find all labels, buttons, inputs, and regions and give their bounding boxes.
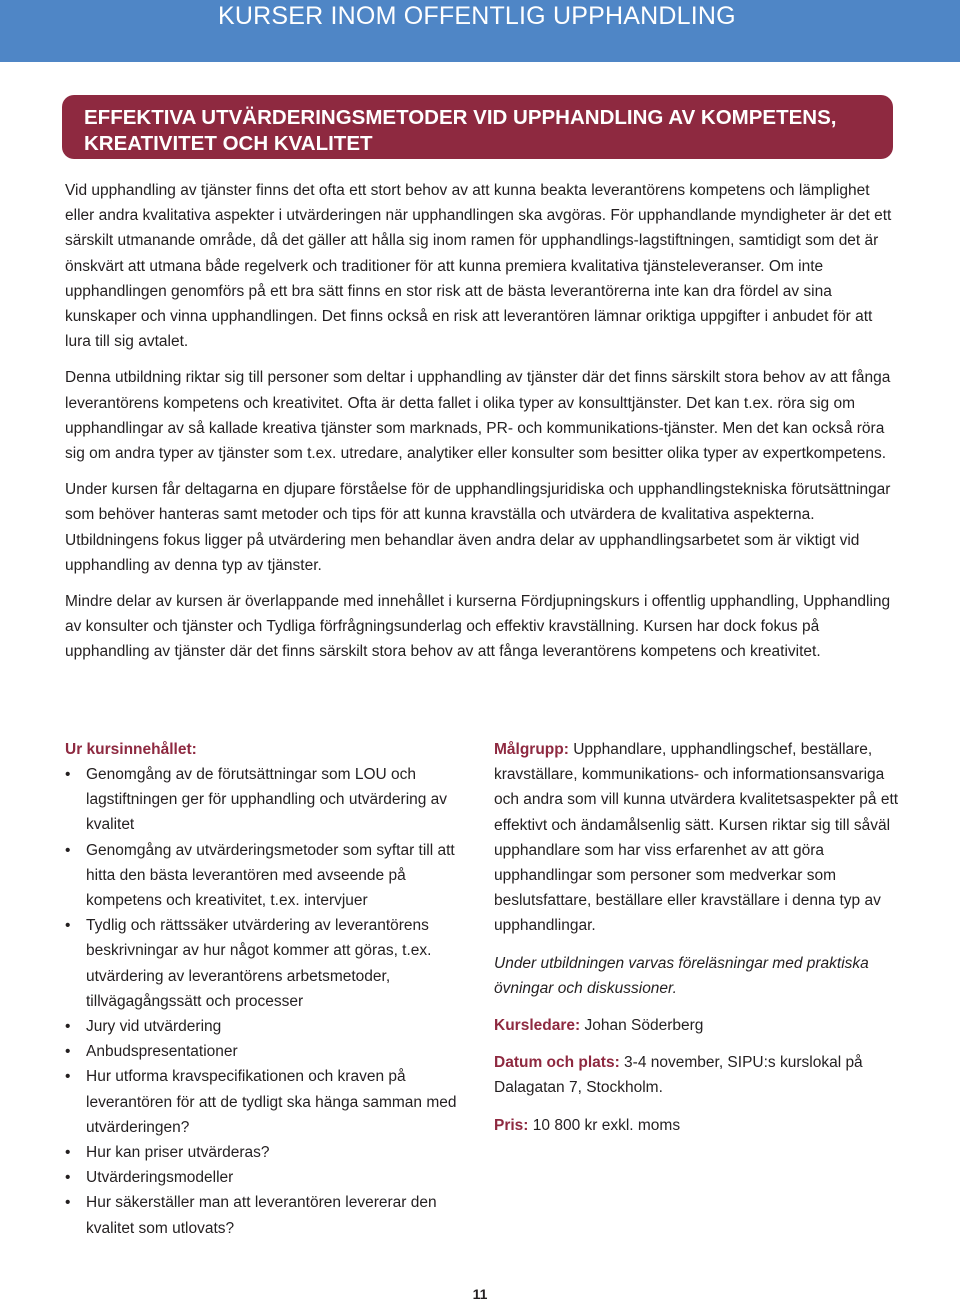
list-item [65, 1039, 475, 1064]
intro-paragraph-4: Mindre delar av kursen är överlappande med innehållet i kurserna Fördjupningskurs i offentlig upphandling, Upphandling av konsulter och tjänster och Tydliga förfrågningsunderlag och effektiv kravställning. Kursen har dock fokus på upphandling av tjänster där det finns särskilt stora behov av att fånga leverantörens kompetens och kreativitet. [65, 593, 891, 661]
price-text: 10 800 kr exkl. moms [528, 1116, 681, 1134]
target-group [494, 737, 899, 939]
date-and-place-label: Datum och plats: [494, 1054, 620, 1072]
list-item-text: Hur kan priser utvärderas? [86, 1144, 270, 1162]
list-item [65, 913, 475, 1014]
bullet-icon: • [65, 1194, 71, 1212]
list-item-text: Genomgång av utvärderingsmetoder som syftar till att hitta den bästa leverantören med avseende på kompetens och kreativitet, t.ex. intervjuer [86, 841, 455, 910]
intro-paragraph-3: Under kursen får deltagarna en djupare förståelse för de upphandlingsjuridiska och upphandlingstekniska förutsättningar som behöver hanteras samt metoder och tips för att kunna kravställa och utvärdera de kvalitativa aspekterna. Utbildningens fokus ligger på utvärdering men behandlar även andra delar av upphandlingsarbetet som är viktigt vid upphandling av denna typ av tjänster. [65, 481, 891, 574]
intro-paragraph-1: Vid upphandling av tjänster finns det ofta ett stort behov av att kunna beakta leverantörens kompetens och lämplighet eller andra kvalitativa aspekter i utvärderingen när upphandlingen ska avgöras. För upphandlande myndigheter är det ett särskilt utmanande område, då det gäller att hålla sig inom ramen för upphandlings-lagstiftningen, samtidigt som det är önskvärt att utmana både regelverk och traditioner för att kunna premiera kvalitativa tjänsteleveranser. Om inte upphandlingen genomförs på ett bra sätt finns en stor risk att de bästa leverantörerna inte kan dra fördel av sina kunskaper och vinna upphandlingen. Det finns också en risk att leverantören lämnar oriktiga uppgifter i anbudet för att lura till sig avtalet. [65, 182, 892, 351]
list-item-text: Jury vid utvärdering [86, 1018, 222, 1036]
price-label: Pris: [494, 1116, 529, 1134]
target-group-text: Upphandlare, upphandlingschef, beställare, kravställare, kommunikations- och informationsansvariga och andra som vill kunna utvärdera kvalitetsaspekter på ett effektivt och ändamålsenlig sätt. Kursen riktar sig till såväl upphandlare som har viss erfarenhet av att göra upphandlingar som personer som medverkar som beslutsfattare, beställare eller kravställare i denna typ av upphandlingar. [494, 741, 899, 935]
list-item [65, 1140, 475, 1165]
list-item [65, 762, 475, 838]
list-item-text: Anbudspresentationer [86, 1043, 238, 1061]
list-item-text: Utvärderingsmodeller [86, 1169, 234, 1187]
price [494, 1113, 899, 1138]
course-leader-name: Johan Söderberg [580, 1017, 704, 1035]
page-number: 11 [472, 1286, 488, 1302]
bullet-icon: • [65, 1169, 71, 1187]
bullet-icon: • [65, 841, 71, 859]
course-contents [65, 737, 475, 1241]
list-item-text: Hur säkerställer man att leverantören levererar den kvalitet som utlovats? [86, 1194, 437, 1237]
list-item [65, 838, 475, 914]
target-group-label: Målgrupp: [494, 741, 569, 758]
list-item-text: Tydlig och rättssäker utvärdering av leverantörens beskrivningar av hur något kommer att göras, t.ex. utvärdering av leverantörens arbetsmetoder, tillvägagångssätt och processer [86, 917, 432, 1010]
list-item [65, 1014, 475, 1039]
list-item [65, 1064, 475, 1140]
bullet-icon: • [65, 1144, 71, 1162]
bullet-icon: • [65, 1018, 71, 1036]
course-title: EFFEKTIVA UTVÄRDERINGSMETODER VID UPPHANDLING AV KOMPETENS, KREATIVITET OCH KVALITET [84, 106, 837, 155]
list-item [65, 1190, 475, 1240]
list-item-text: Genomgång av de förutsättningar som LOU och lagstiftningen ger för upphandling och utvärdering av kvalitet [86, 766, 448, 834]
date-and-place [494, 1050, 899, 1100]
intro-text [65, 178, 897, 676]
course-title-box [62, 95, 893, 159]
bullet-icon: • [65, 1068, 71, 1086]
bullet-icon: • [65, 917, 71, 935]
course-contents-heading: Ur kursinnehållet: [65, 741, 197, 758]
bullet-icon: • [65, 1043, 71, 1061]
course-leader-label: Kursledare: [494, 1017, 581, 1035]
section-title: KURSER INOM OFFENTLIG UPPHANDLING [218, 2, 736, 30]
course-contents-list [65, 762, 475, 1241]
bullet-icon: • [65, 766, 71, 783]
course-info [494, 737, 899, 1150]
course-leader [494, 1013, 899, 1038]
teaching-method: Under utbildningen varvas föreläsningar med praktiska övningar och diskussioner. [494, 954, 869, 997]
date-and-place-text: 3-4 november, SIPU:s kurslokal på Dalagatan 7, Stockholm. [494, 1054, 863, 1097]
intro-paragraph-2: Denna utbildning riktar sig till personer som deltar i upphandling av tjänster där det finns särskilt stora behov av att fånga leverantörens kompetens och kreativitet. Ofta är detta fallet i olika typer av konsulttjänster. Det kan t.ex. röra sig om upphandlingar av så kallade kreativa tjänster som marknads, PR- och kommunikations-tjänster. Men det kan också röra sig om andra typer av tjänster som t.ex. utredare, analytiker eller konsulter som besitter olika typer av expertkompetens. [65, 369, 891, 463]
top-band [0, 0, 960, 62]
list-item [65, 1165, 475, 1190]
list-item-text: Hur utforma kravspecifikationen och kraven på leverantören för att de tydligt ska hänga samman med utvärderingen? [86, 1068, 457, 1136]
